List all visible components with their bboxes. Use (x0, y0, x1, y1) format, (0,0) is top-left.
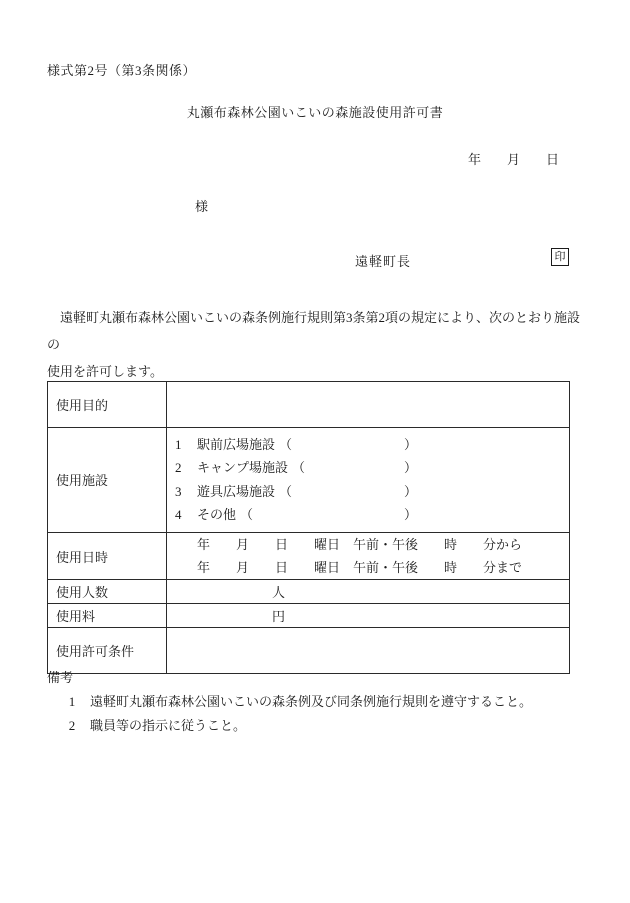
facility-option-name: その他 (197, 507, 237, 523)
facility-option-name: キャンプ場施設 (197, 460, 289, 476)
paren-close: ） (403, 483, 417, 499)
permit-details-table (47, 381, 570, 674)
remark-item-2 (47, 714, 532, 738)
datetime-value-cell (167, 532, 570, 580)
seal-placeholder-box (551, 248, 569, 266)
remark-number: 1 (68, 694, 76, 709)
body-paragraph-line1: 遠軽町丸瀬布森林公園いこいの森条例施行規則第3条第2項の規定により、次のとおり施設の (47, 310, 581, 352)
datetime-to-line: 年 月 日 曜日 午前・午後 時 分まで (197, 560, 523, 576)
purpose-label: 使用目的 (48, 382, 167, 428)
remark-text: 職員等の指示に従うこと。 (90, 718, 247, 733)
datetime-from-line: 年 月 日 曜日 午前・午後 時 分から (197, 536, 523, 552)
body-paragraph (47, 304, 584, 385)
body-paragraph-line2: 使用を許可します。 (47, 364, 163, 379)
paren-open: （ (292, 460, 306, 476)
fee-value-cell: 円 (167, 604, 570, 628)
issuer-title: 遠軽町長 (355, 254, 412, 269)
paren-close: ） (403, 437, 417, 452)
facility-option-number: 1 (175, 437, 182, 452)
table-row-fee (48, 604, 570, 628)
paren-close: ） (403, 507, 417, 523)
paren-open: （ (279, 483, 293, 499)
facility-option-1 (175, 433, 417, 456)
facility-option-number: 3 (175, 483, 182, 499)
paren-open: （ (240, 507, 254, 523)
remark-number: 2 (68, 718, 76, 733)
seal-character: 印 (554, 250, 566, 263)
remark-text: 遠軽町丸瀬布森林公園いこいの森条例及び同条例施行規則を遵守すること。 (90, 694, 533, 709)
table-row-datetime (48, 532, 570, 580)
conditions-label: 使用許可条件 (48, 628, 167, 674)
table-row-purpose (48, 382, 570, 428)
fee-label: 使用料 (48, 604, 167, 628)
datetime-label: 使用日時 (48, 532, 167, 580)
facility-option-2 (175, 456, 417, 479)
table-row-facility (48, 428, 570, 533)
facility-options-cell (167, 428, 570, 533)
table-row-people (48, 580, 570, 604)
facility-option-3 (175, 480, 417, 503)
facility-option-name: 遊具広場施設 (197, 483, 276, 499)
facility-option-number: 2 (175, 460, 182, 476)
purpose-value-cell (167, 382, 570, 428)
issue-date-line: 年 月 日 (467, 152, 559, 167)
facility-option-number: 4 (175, 507, 182, 523)
document-title: 丸瀬布森林公園いこいの森施設使用許可書 (186, 105, 444, 120)
facility-label: 使用施設 (48, 428, 167, 533)
facility-option-4 (175, 503, 417, 526)
paren-open: （ (279, 437, 293, 452)
facility-option-name: 駅前広場施設 (197, 437, 276, 452)
addressee-suffix: 様 (195, 199, 209, 214)
form-number: 様式第2号（第3条関係） (47, 63, 197, 78)
people-label: 使用人数 (48, 580, 167, 604)
remark-item-1 (47, 690, 532, 714)
people-value-cell: 人 (167, 580, 570, 604)
remarks-heading: 備考 (47, 670, 74, 685)
paren-close: ） (403, 460, 417, 476)
remarks-section (47, 666, 532, 738)
